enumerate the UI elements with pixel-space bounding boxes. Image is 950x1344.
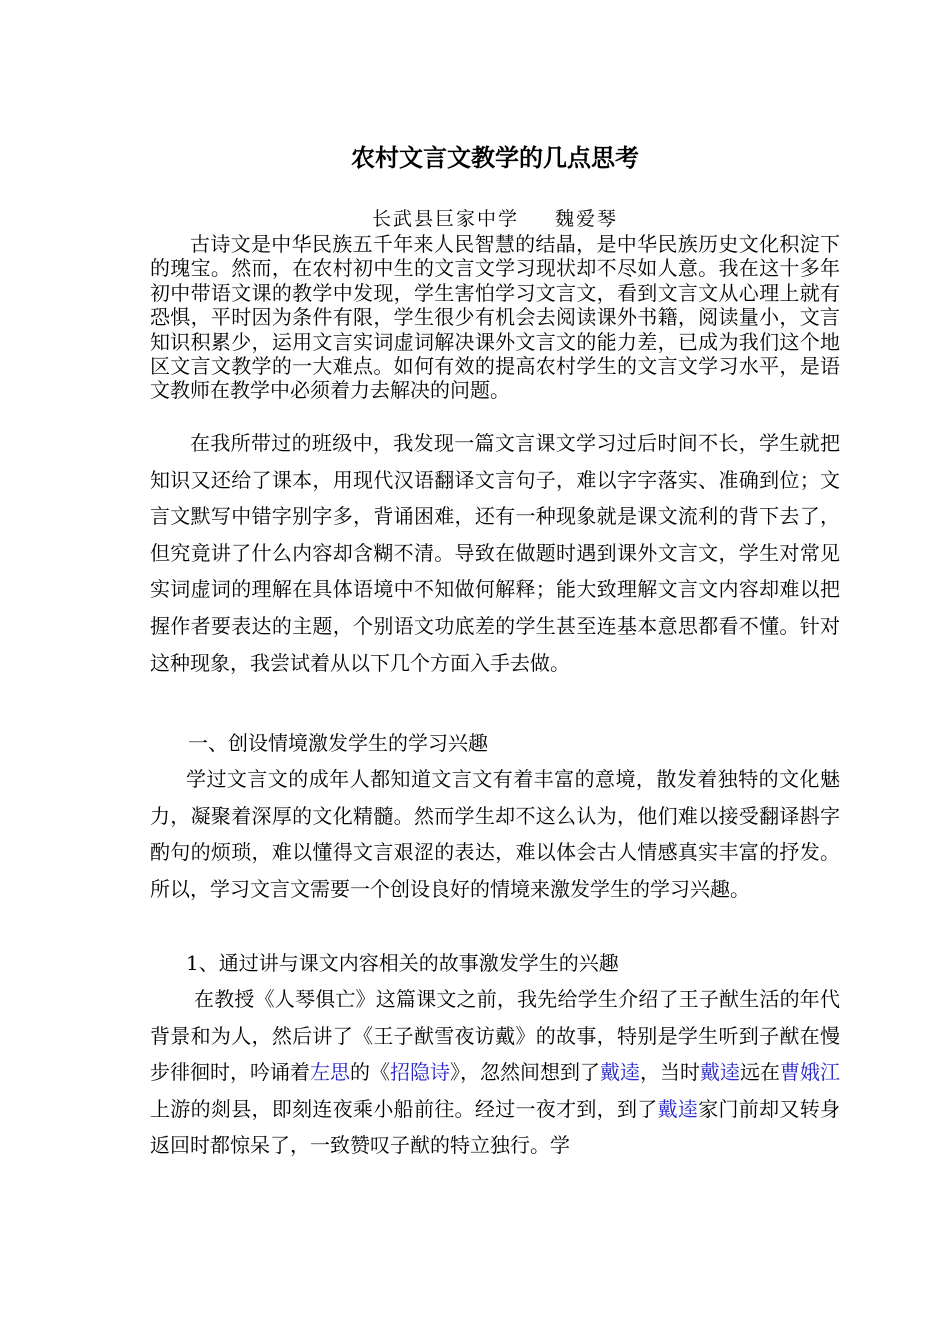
paragraph-observation: 在我所带过的班级中，我发现一篇文言课文学习过后时间不长，学生就把知识又还给了课本，用现代汉语翻译文言句子，难以字字落实、准确到位；文言文默写中错字别字多，背诵困难，还有一种现象就是课文流利的背下去了，但究竟讲了什么内容却含糊不清。导致在做题时遇到课外文言文，学生对常见实词虚词的理解在具体语境中不知做何解释；能大致理解文言文内容却难以把握作者要表达的主题，个别语文功底差的学生甚至连基本意思都看不懂。针对这种现象，我尝试着从以下几个方面入手去做。 — [150, 431, 840, 675]
story-text-4: ，当时 — [640, 1060, 700, 1085]
link-daikui-3[interactable]: 戴逵 — [657, 1096, 699, 1121]
link-zuosi[interactable]: 左思 — [310, 1060, 350, 1085]
link-zhaoyinshi[interactable]: 招隐诗 — [390, 1060, 450, 1085]
paragraph-story — [150, 981, 840, 1164]
story-text-1: 在教授《人琴俱亡》这篇课文之前，我先给学生介绍了王子猷生活的年代背景和为人，然后讲了《王子猷雪夜访戴》的故事，特别是学生听到子猷在慢步徘徊时，吟诵着 — [150, 987, 840, 1085]
byline — [150, 205, 840, 233]
story-text-3: 》，忽然间想到了 — [450, 1060, 600, 1085]
paragraph-intro: 古诗文是中华民族五千年来人民智慧的结晶，是中华民族历史文化积淀下的瑰宝。然而，在农村初中生的文言文学习现状却不尽如人意。我在这十多年初中带语文课的教学中发现，学生害怕学习文言文，看到文言文从心理上就有恐惧，平时因为条件有限，学生很少有机会去阅读课外书籍，阅读量小，文言知识积累少，运用文言实词虚词解决课外文言文的能力差，已成为我们这个地区文言文教学的一大难点。如何有效的提高农村学生的文言文学习水平，是语文教师在教学中必须着力去解决的问题。 — [150, 232, 840, 403]
link-daikui-2[interactable]: 戴逵 — [700, 1060, 740, 1085]
story-text-2: 的《 — [350, 1060, 390, 1085]
story-text-7: 家门前却又转身返回时都惊呆了，一致赞叹子猷的特立独行。学 — [150, 1096, 841, 1158]
story-text-6: 上游的剡县，即刻连夜乘小船前往。经过一夜才到，到了 — [150, 1096, 658, 1121]
byline-school: 长武县巨家中学 — [371, 208, 519, 230]
link-daikui-1[interactable]: 戴逵 — [600, 1060, 640, 1085]
paragraph-context: 学过文言文的成年人都知道文言文有着丰富的意境，散发着独特的文化魅力，凝聚着深厚的文化精髓。然而学生却不这么认为，他们难以接受翻译斟字酌句的烦琐，难以懂得文言艰涩的表达，难以体会古人情感真实丰富的抒发。所以，学习文言文需要一个创设良好的情境来激发学生的学习兴趣。 — [150, 767, 840, 901]
byline-author: 魏爱琴 — [555, 208, 619, 230]
document-title: 农村文言文教学的几点思考 — [351, 144, 639, 172]
section-heading-1: 一、创设情境激发学生的学习兴趣 — [188, 731, 488, 755]
subsection-heading-1: 1、通过讲与课文内容相关的故事激发学生的兴趣 — [186, 951, 619, 975]
story-text-5: 远在 — [740, 1060, 780, 1085]
link-caoejiang[interactable]: 曹娥江 — [780, 1060, 840, 1085]
